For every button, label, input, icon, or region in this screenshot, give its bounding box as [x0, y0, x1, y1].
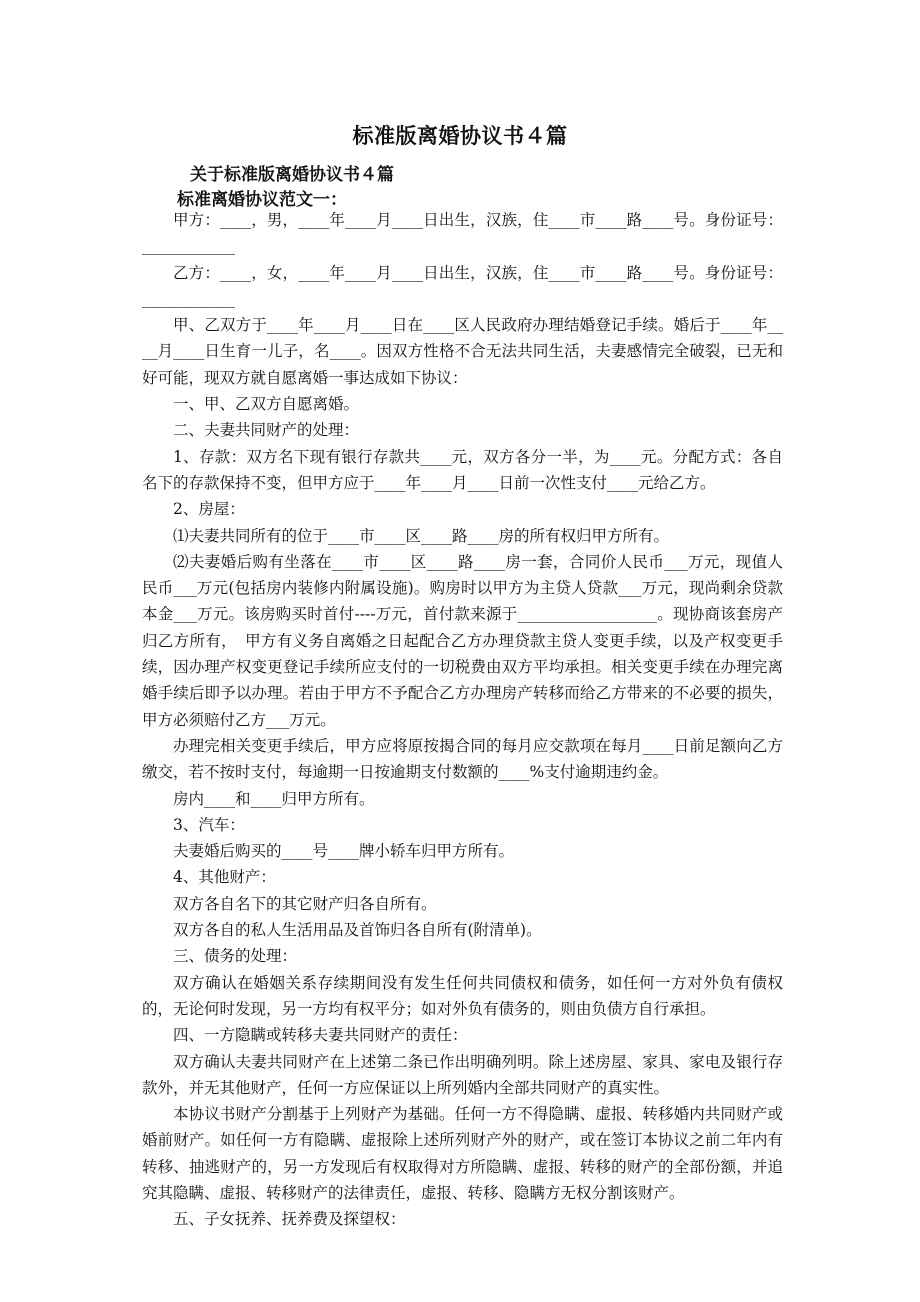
paragraph: 甲、乙双方于____年____月____日在____区人民政府办理结婚登记手续。婚后于____年____月____日生育一儿子，名____。因双方性格不合无法共同生活，夫妻感情完全破裂，已无和好可能，现双方就自愿离婚一事达成如下协议：: [142, 316, 783, 387]
paragraph: 1、存款：双方名下现有银行存款共____元，双方各分一半，为____元。分配方式：各自名下的存款保持不变，但甲方应于____年____月____日前一次性支付____元给乙方。: [142, 447, 783, 492]
paragraph: 三、债务的处理：: [173, 947, 298, 966]
paragraph: 双方各自的私人生活用品及首饰归各自所有(附清单)。: [173, 921, 542, 940]
paragraph: 乙方：____，女，____年____月____日出生，汉族，住____市____路____号。身份证号：____________: [142, 263, 783, 308]
document-title: 标准版离婚协议书４篇: [352, 123, 568, 148]
paragraph: 二、夫妻共同财产的处理：: [173, 421, 360, 440]
paragraph: 4、其他财产：: [173, 868, 276, 887]
paragraph: 双方各自名下的其它财产归各自所有。: [173, 894, 437, 913]
paragraph: 五、子女抚养、抚养费及探望权：: [173, 1210, 406, 1229]
section-heading: 标准离婚协议范文一：: [177, 190, 347, 210]
paragraph: 甲方：____，男，____年____月____日出生，汉族，住____市____路____号。身份证号：____________: [142, 211, 783, 256]
paragraph: ⑴夫妻共同所有的位于____市____区____路____房的所有权归甲方所有。: [173, 526, 670, 545]
paragraph: 双方确认夫妻共同财产在上述第二条已作出明确列明。除上述房屋、家具、家电及银行存款外，并无其他财产，任何一方应保证以上所列婚内全部共同财产的真实性。: [142, 1052, 783, 1097]
paragraph: 双方确认在婚姻关系存续期间没有发生任何共同债权和债务，如任何一方对外负有债权的，无论何时发现，另一方均有权平分；如对外负有债务的，则由负债方自行承担。: [142, 973, 783, 1018]
paragraph: 本协议书财产分割基于上列财产为基础。任何一方不得隐瞒、虚报、转移婚内共同财产或婚前财产。如任何一方有隐瞒、虚报除上述所列财产外的财产，或在签订本协议之前二年内有转移、抽逃财产的，另一方发现后有权取得对方所隐瞒、虚报、转移的财产的全部份额，并追究其隐瞒、虚报、转移财产的法律责任，虚报、转移、隐瞒方无权分割该财产。: [142, 1105, 783, 1202]
paragraph: 2、房屋：: [173, 500, 245, 519]
paragraph: 办理完相关变更手续后，甲方应将原按揭合同的每月应交款项在每月____日前足额向乙方缴交，若不按时支付，每逾期一日按逾期支付数额的____%支付逾期违约金。: [142, 736, 783, 782]
paragraph: ⑵夫妻婚后购有坐落在____市____区____路____房一套，合同价人民币___万元，现值人民币___万元(包括房内装修内附属设施)。购房时以甲方为主贷人贷款___万元，现尚剩余贷款本金___万元。该房购买时首付----万元，首付款来源于__________________。现协商该套房产归乙方所有， 甲方有义务自离婚之日起配合乙方办理贷款主贷人变更手续，以及产权变更手续，因办理产权变更登记手续所应支付的一切税费由双方平均承担。相关变更手续在办理完离婚手续后即予以办理。若由于甲方不予配合乙方办理房产转移而给乙方带来的不必要的损失，甲方必须赔付乙方___万元。: [142, 552, 783, 729]
paragraph: 3、汽车：: [173, 815, 245, 834]
paragraph: 四、一方隐瞒或转移夫妻共同财产的责任：: [173, 1026, 468, 1045]
paragraph: 一、甲、乙双方自愿离婚。: [173, 395, 360, 414]
document-subtitle: 关于标准版离婚协议书４篇: [190, 165, 394, 185]
paragraph: 夫妻婚后购买的____号____牌小轿车归甲方所有。: [173, 842, 515, 861]
paragraph: 房内____和____归甲方所有。: [173, 789, 375, 808]
document-body: [142, 207, 783, 1233]
